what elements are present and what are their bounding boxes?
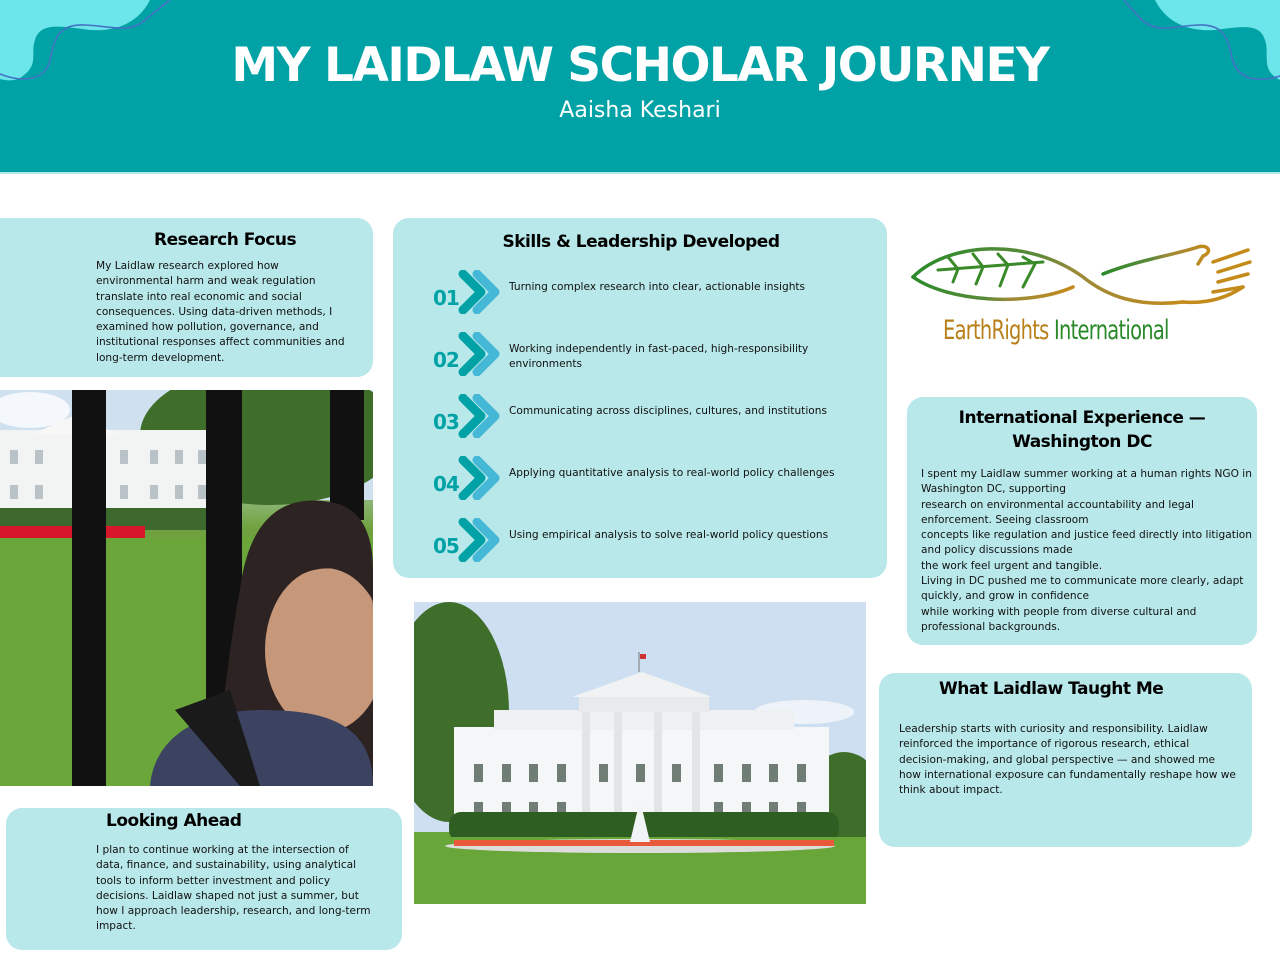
author-name: Aaisha Keshari [559,98,721,123]
double-chevron-icon [455,456,505,500]
skill-text: Applying quantitative analysis to real-world policy challenges [509,467,835,479]
international-experience-heading [907,406,1257,454]
poster-title: MY LAIDLAW SCHOLAR JOURNEY [231,38,1049,93]
skill-number: 01 [433,286,459,310]
skill-item [431,270,871,320]
heading-line-1: International Experience — [958,408,1206,428]
skill-item [431,332,871,382]
body-line: research on environmental accountability and legal enforcement. Seeing classroom [921,498,1194,526]
skill-item [431,394,871,444]
looking-ahead-body: I plan to continue working at the intersection of data, finance, and sustainability, using analytical tools to inform better investment and policy decisions. Laidlaw shaped not just a summer, but how I approach leadership, research, and long-term impact. [96,844,371,933]
skill-number: 02 [433,348,459,372]
poster-header [0,0,1280,172]
what-laidlaw-taught-heading: What Laidlaw Taught Me [939,679,1164,699]
double-chevron-icon [455,332,505,376]
international-experience-card [907,397,1257,645]
selfie-photo [0,390,373,786]
skill-text: Communicating across disciplines, cultures, and institutions [509,405,827,417]
what-laidlaw-taught-card [879,673,1252,847]
skill-text: Turning complex research into clear, actionable insights [509,281,806,293]
double-chevron-icon [455,394,505,438]
double-chevron-icon [455,518,505,562]
body-line: the work feel urgent and tangible. [921,559,1103,572]
skill-item [431,456,871,506]
body-line: I spent my Laidlaw summer working at a human rights NGO in Washington DC, supporting [921,468,1252,496]
research-focus-body: My Laidlaw research explored how environmental harm and weak regulation translate into real economic and social consequences. Using data-driven methods, I examined how pollution, governance, and institutional responses affect communities and long-term development. [96,260,345,364]
research-focus-card [0,218,373,377]
leaf-hand-logo-icon [908,232,1253,317]
body-line: while working with people from diverse cultural and professional backgrounds. [921,605,1197,633]
logo-word-international: International [1054,315,1169,346]
research-focus-heading: Research Focus [154,230,297,250]
skill-text: Using empirical analysis to solve real-world policy questions [509,529,829,541]
earthrights-logo [908,232,1253,362]
skill-text: Working independently in fast-paced, high-responsibility environments [509,343,809,370]
header-divider [0,172,1280,174]
heading-line-2: Washington DC [1012,432,1152,452]
white-house-illustration-icon [414,602,866,904]
what-laidlaw-taught-body: Leadership starts with curiosity and responsibility. Laidlaw reinforced the importance of rigorous research, ethical decision-making, and global perspective — and showed me how international exposure can fundamentally reshape how we think about impact. [899,723,1236,797]
skill-item [431,518,871,568]
body-line: concepts like regulation and justice feed directly into litigation and policy discussions made [921,529,1252,557]
skill-number: 05 [433,534,459,558]
looking-ahead-card [6,808,402,950]
logo-word-earthrights: EarthRights [943,315,1049,346]
skill-number: 03 [433,410,459,434]
skills-heading: Skills & Leadership Developed [502,232,780,252]
body-line: Living in DC pushed me to communicate more clearly, adapt quickly, and grow in confidence [921,575,1244,603]
double-chevron-icon [455,270,505,314]
skill-number: 04 [433,472,459,496]
international-experience-body [921,467,1256,635]
looking-ahead-heading: Looking Ahead [106,811,242,831]
selfie-illustration-icon [0,390,373,786]
skills-card [393,218,887,578]
logo-wordmark [943,315,1169,346]
white-house-photo [414,602,866,904]
